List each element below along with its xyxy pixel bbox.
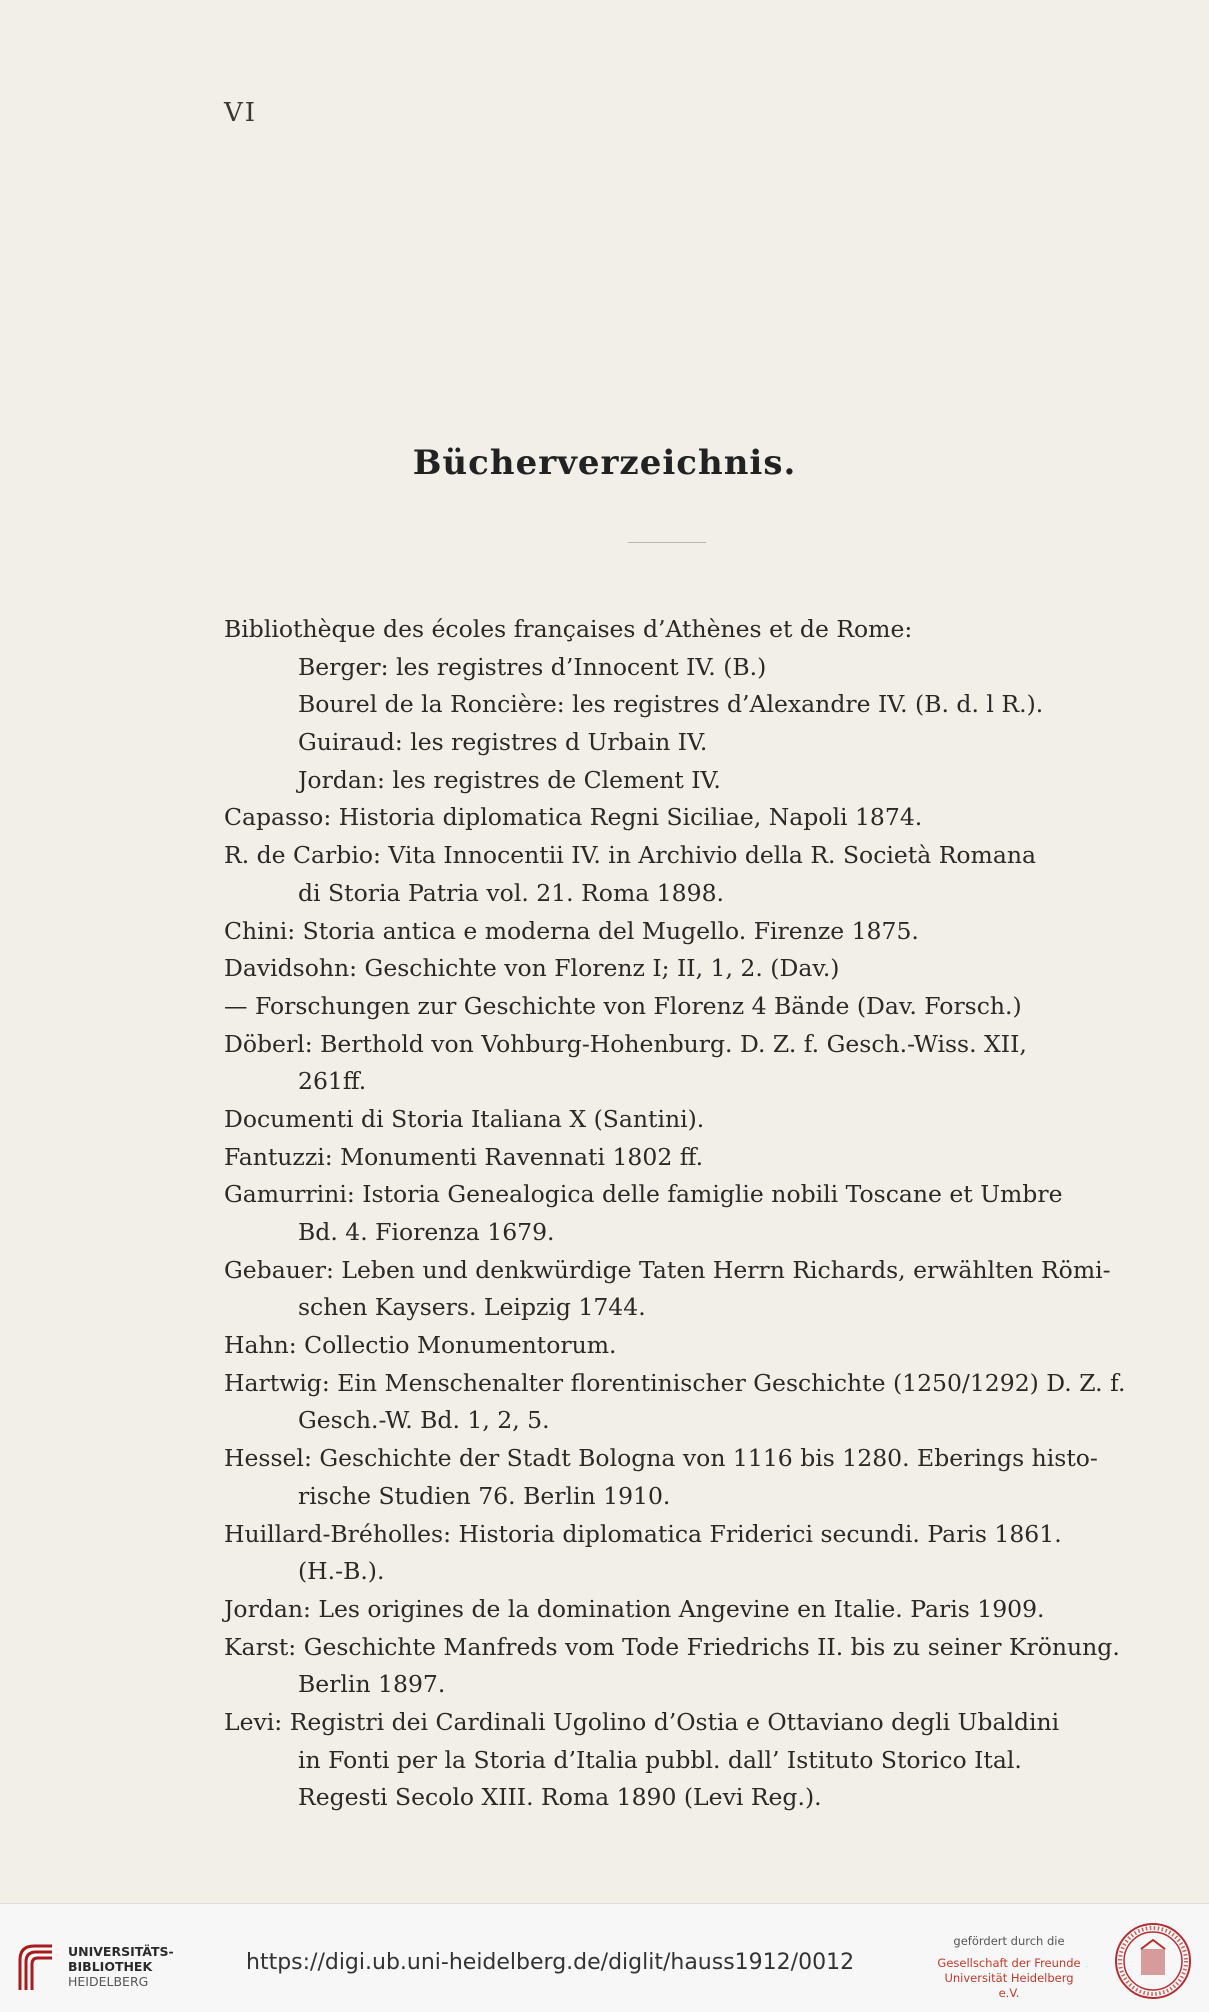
library-logo-icon xyxy=(12,1940,58,1994)
sponsor-caption: gefördert durch die xyxy=(953,1934,1065,1948)
bibliography-line: Huillard-Bréholles: Historia diplomatica Friderici secundi. Paris 1861. xyxy=(224,1519,1062,1548)
bibliography-line: Bourel de la Roncière: les registres d’Alexandre IV. (B. d. l R.). xyxy=(298,690,1044,719)
bibliography-line: Regesti Secolo XIII. Roma 1890 (Levi Reg.). xyxy=(298,1783,822,1812)
bibliography-line: Gebauer: Leben und denkwürdige Taten Herrn Richards, erwählten Römi- xyxy=(224,1255,1111,1284)
sponsor-credit xyxy=(934,1934,1084,2001)
bibliography-line: Guiraud: les registres d Urbain IV. xyxy=(298,728,708,757)
title-divider xyxy=(628,542,706,543)
bibliography-line: Hessel: Geschichte der Stadt Bologna von 1116 bis 1280. Eberings histo- xyxy=(224,1444,1098,1473)
bibliography-line: schen Kaysers. Leipzig 1744. xyxy=(298,1293,646,1322)
bibliography-line: R. de Carbio: Vita Innocentii IV. in Archivio della R. Società Romana xyxy=(224,841,1036,870)
bibliography-list xyxy=(224,611,1126,1817)
bibliography-line: Hahn: Collectio Monumentorum. xyxy=(224,1331,617,1360)
bibliography-line: rische Studien 76. Berlin 1910. xyxy=(298,1481,671,1510)
university-seal-icon xyxy=(1114,1922,1192,2000)
library-name-line: HEIDELBERG xyxy=(68,1974,149,1989)
bibliography-line: — Forschungen zur Geschichte von Florenz 4 Bände (Dav. Forsch.) xyxy=(224,991,1022,1020)
bibliography-line: 261ff. xyxy=(298,1067,367,1096)
bibliography-line: Hartwig: Ein Menschenalter florentinischer Geschichte (1250/1292) D. Z. f. xyxy=(224,1368,1126,1397)
page-title: Bücherverzeichnis. xyxy=(412,443,797,483)
bibliography-line: in Fonti per la Storia d’Italia pubbl. dall’ Istituto Storico Ital. xyxy=(298,1745,1022,1774)
bibliography-line: Davidsohn: Geschichte von Florenz I; II, 1, 2. (Dav.) xyxy=(224,954,840,983)
bibliography-line: Gesch.-W. Bd. 1, 2, 5. xyxy=(298,1406,550,1435)
bibliography-line: Bd. 4. Fiorenza 1679. xyxy=(298,1218,555,1246)
sponsor-org-line: Gesellschaft der Freunde xyxy=(937,1956,1081,1970)
sponsor-organization xyxy=(934,1956,1084,2001)
bibliography-line: Levi: Registri dei Cardinali Ugolino d’Ostia e Ottaviano degli Ubaldini xyxy=(224,1707,1060,1736)
page-number: VI xyxy=(224,98,258,128)
bibliography-line: Berlin 1897. xyxy=(298,1670,446,1699)
bibliography-line: Jordan: Les origines de la domination Angevine en Italie. Paris 1909. xyxy=(224,1594,1045,1623)
bibliography-line: Karst: Geschichte Manfreds vom Tode Friedrichs II. bis zu seiner Krönung. xyxy=(224,1632,1120,1661)
bibliography-line: Capasso: Historia diplomatica Regni Siciliae, Napoli 1874. xyxy=(224,803,923,832)
bibliography-line: Berger: les registres d’Innocent IV. (B.) xyxy=(298,652,767,681)
bibliography-line: di Storia Patria vol. 21. Roma 1898. xyxy=(298,878,724,907)
bibliography-line: (H.-B.). xyxy=(298,1557,385,1586)
bibliography-line: Documenti di Storia Italiana X (Santini). xyxy=(224,1104,705,1133)
bibliography-line: Döberl: Berthold von Vohburg-Hohenburg. D. Z. f. Gesch.-Wiss. XII, xyxy=(224,1029,1027,1058)
sponsor-org-line: Universität Heidelberg e.V. xyxy=(944,1971,1074,2000)
bibliography-line: Gamurrini: Istoria Genealogica delle famiglie nobili Toscane et Umbre xyxy=(224,1180,1063,1209)
bibliography-line: Bibliothèque des écoles françaises d’Athènes et de Rome: xyxy=(224,615,913,643)
library-name-line: UNIVERSITÄTS- xyxy=(68,1944,174,1959)
bibliography-line: Chini: Storia antica e moderna del Mugello. Firenze 1875. xyxy=(224,916,919,945)
footer-bar xyxy=(0,1903,1209,2012)
bibliography-line: Fantuzzi: Monumenti Ravennati 1802 ff. xyxy=(224,1142,704,1171)
permalink[interactable]: https://digi.ub.uni-heidelberg.de/diglit/hauss1912/0012 xyxy=(246,1950,855,1975)
library-name-line: BIBLIOTHEK xyxy=(68,1959,153,1974)
bibliography-line: Jordan: les registres de Clement IV. xyxy=(298,765,721,794)
library-name xyxy=(68,1944,174,1989)
